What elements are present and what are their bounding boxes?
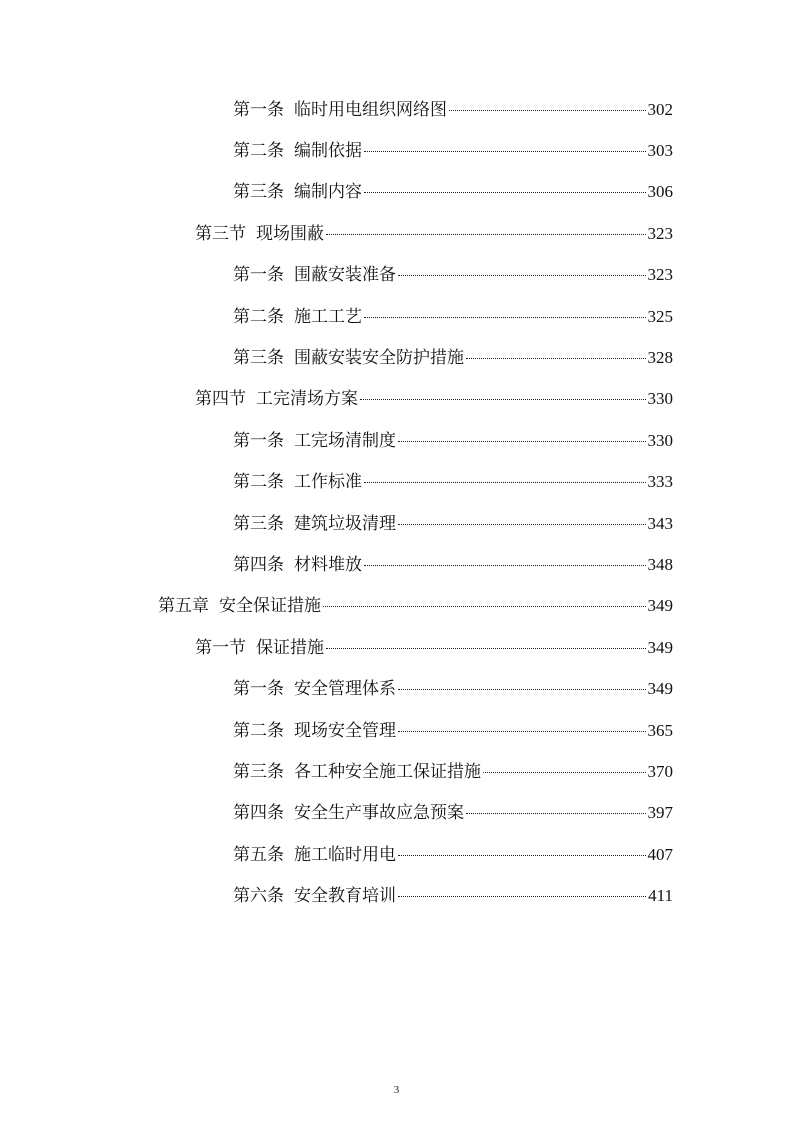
toc-entry-number: 第一条 bbox=[233, 99, 284, 120]
toc-entry-title: 安全教育培训 bbox=[294, 886, 396, 907]
dot-leader bbox=[398, 731, 646, 732]
dot-leader bbox=[360, 399, 646, 400]
toc-entry-page: 303 bbox=[647, 141, 673, 161]
toc-entry-page: 407 bbox=[647, 844, 673, 864]
toc-entry-page: 397 bbox=[647, 803, 673, 823]
toc-entry-title: 材料堆放 bbox=[294, 554, 362, 575]
toc-entry[interactable] bbox=[0, 296, 793, 337]
toc-entry[interactable] bbox=[0, 751, 793, 792]
dot-leader bbox=[449, 110, 646, 111]
toc-entry-title: 现场围蔽 bbox=[256, 223, 324, 244]
toc-entry-number: 第一条 bbox=[233, 265, 284, 286]
toc-entry-title: 施工临时用电 bbox=[294, 844, 396, 865]
dot-leader bbox=[398, 896, 646, 897]
toc-entry-number: 第五章 bbox=[158, 596, 209, 617]
toc-entry-title: 建筑垃圾清理 bbox=[294, 513, 396, 534]
toc-entry-title: 安全保证措施 bbox=[219, 596, 321, 617]
dot-leader bbox=[398, 524, 646, 525]
toc-entry-title: 现场安全管理 bbox=[294, 720, 396, 741]
toc-entry-page: 333 bbox=[647, 472, 673, 492]
dot-leader bbox=[398, 855, 646, 856]
toc-entry-title: 临时用电组织网络图 bbox=[294, 99, 447, 120]
toc-entry[interactable] bbox=[0, 668, 793, 709]
page-number: 3 bbox=[393, 1084, 400, 1096]
toc-entry-page: 349 bbox=[647, 596, 673, 616]
toc-entry[interactable] bbox=[0, 337, 793, 378]
toc-entry-title: 工完清场方案 bbox=[256, 389, 358, 410]
toc-entry[interactable] bbox=[0, 834, 793, 875]
toc-entry[interactable] bbox=[0, 503, 793, 544]
toc-entry-page: 370 bbox=[647, 761, 673, 781]
toc-entry[interactable] bbox=[0, 462, 793, 503]
toc-entry-title: 工完场清制度 bbox=[294, 430, 396, 451]
toc-entry-page: 302 bbox=[647, 99, 673, 119]
dot-leader bbox=[326, 234, 646, 235]
dot-leader bbox=[364, 151, 646, 152]
toc-entry-title: 工作标准 bbox=[294, 472, 362, 493]
toc-entry[interactable] bbox=[0, 255, 793, 296]
toc-entry-number: 第二条 bbox=[233, 472, 284, 493]
toc-entry[interactable] bbox=[0, 213, 793, 254]
toc-entry-number: 第三条 bbox=[233, 513, 284, 534]
dot-leader bbox=[364, 192, 646, 193]
toc-entry-page: 348 bbox=[647, 554, 673, 574]
dot-leader bbox=[364, 565, 646, 566]
toc-entry-page: 411 bbox=[648, 886, 673, 906]
toc-entry-number: 第四条 bbox=[233, 803, 284, 824]
toc-entry[interactable] bbox=[0, 875, 793, 916]
toc-entry-number: 第一节 bbox=[195, 637, 246, 658]
table-of-contents bbox=[0, 89, 793, 917]
toc-entry-number: 第三条 bbox=[233, 348, 284, 369]
toc-entry[interactable] bbox=[0, 793, 793, 834]
toc-entry[interactable] bbox=[0, 379, 793, 420]
toc-entry-page: 343 bbox=[647, 513, 673, 533]
toc-entry-title: 围蔽安装准备 bbox=[294, 265, 396, 286]
toc-entry-title: 各工种安全施工保证措施 bbox=[294, 761, 481, 782]
toc-entry[interactable] bbox=[0, 172, 793, 213]
dot-leader bbox=[466, 358, 646, 359]
toc-entry-page: 330 bbox=[647, 430, 673, 450]
toc-entry-page: 323 bbox=[647, 223, 673, 243]
toc-entry-number: 第六条 bbox=[233, 886, 284, 907]
toc-entry-number: 第五条 bbox=[233, 844, 284, 865]
toc-entry-number: 第三条 bbox=[233, 182, 284, 203]
toc-entry-title: 围蔽安装安全防护措施 bbox=[294, 348, 464, 369]
toc-entry-page: 349 bbox=[647, 679, 673, 699]
toc-entry-number: 第四条 bbox=[233, 554, 284, 575]
toc-entry-page: 306 bbox=[647, 182, 673, 202]
dot-leader bbox=[398, 689, 646, 690]
toc-entry[interactable] bbox=[0, 710, 793, 751]
dot-leader bbox=[483, 772, 646, 773]
toc-entry[interactable] bbox=[0, 586, 793, 627]
toc-entry[interactable] bbox=[0, 627, 793, 668]
dot-leader bbox=[466, 813, 646, 814]
dot-leader bbox=[323, 606, 646, 607]
toc-entry-title: 保证措施 bbox=[256, 637, 324, 658]
dot-leader bbox=[364, 317, 646, 318]
toc-entry-title: 编制依据 bbox=[294, 141, 362, 162]
toc-entry-title: 安全生产事故应急预案 bbox=[294, 803, 464, 824]
dot-leader bbox=[398, 275, 646, 276]
toc-entry-number: 第三节 bbox=[195, 223, 246, 244]
dot-leader bbox=[364, 482, 646, 483]
toc-entry-number: 第四节 bbox=[195, 389, 246, 410]
toc-entry-number: 第三条 bbox=[233, 761, 284, 782]
toc-entry-page: 365 bbox=[647, 720, 673, 740]
toc-entry-title: 编制内容 bbox=[294, 182, 362, 203]
dot-leader bbox=[326, 648, 646, 649]
toc-entry-page: 349 bbox=[647, 637, 673, 657]
toc-entry-title: 施工工艺 bbox=[294, 306, 362, 327]
dot-leader bbox=[398, 441, 646, 442]
toc-entry[interactable] bbox=[0, 130, 793, 171]
toc-entry-page: 328 bbox=[647, 348, 673, 368]
toc-entry[interactable] bbox=[0, 420, 793, 461]
toc-entry-page: 323 bbox=[647, 265, 673, 285]
toc-entry[interactable] bbox=[0, 89, 793, 130]
toc-entry-number: 第二条 bbox=[233, 141, 284, 162]
toc-entry-page: 325 bbox=[647, 306, 673, 326]
toc-entry-number: 第一条 bbox=[233, 430, 284, 451]
toc-entry-title: 安全管理体系 bbox=[294, 679, 396, 700]
toc-entry[interactable] bbox=[0, 544, 793, 585]
toc-entry-number: 第二条 bbox=[233, 720, 284, 741]
toc-entry-page: 330 bbox=[647, 389, 673, 409]
toc-entry-number: 第一条 bbox=[233, 679, 284, 700]
toc-entry-number: 第二条 bbox=[233, 306, 284, 327]
